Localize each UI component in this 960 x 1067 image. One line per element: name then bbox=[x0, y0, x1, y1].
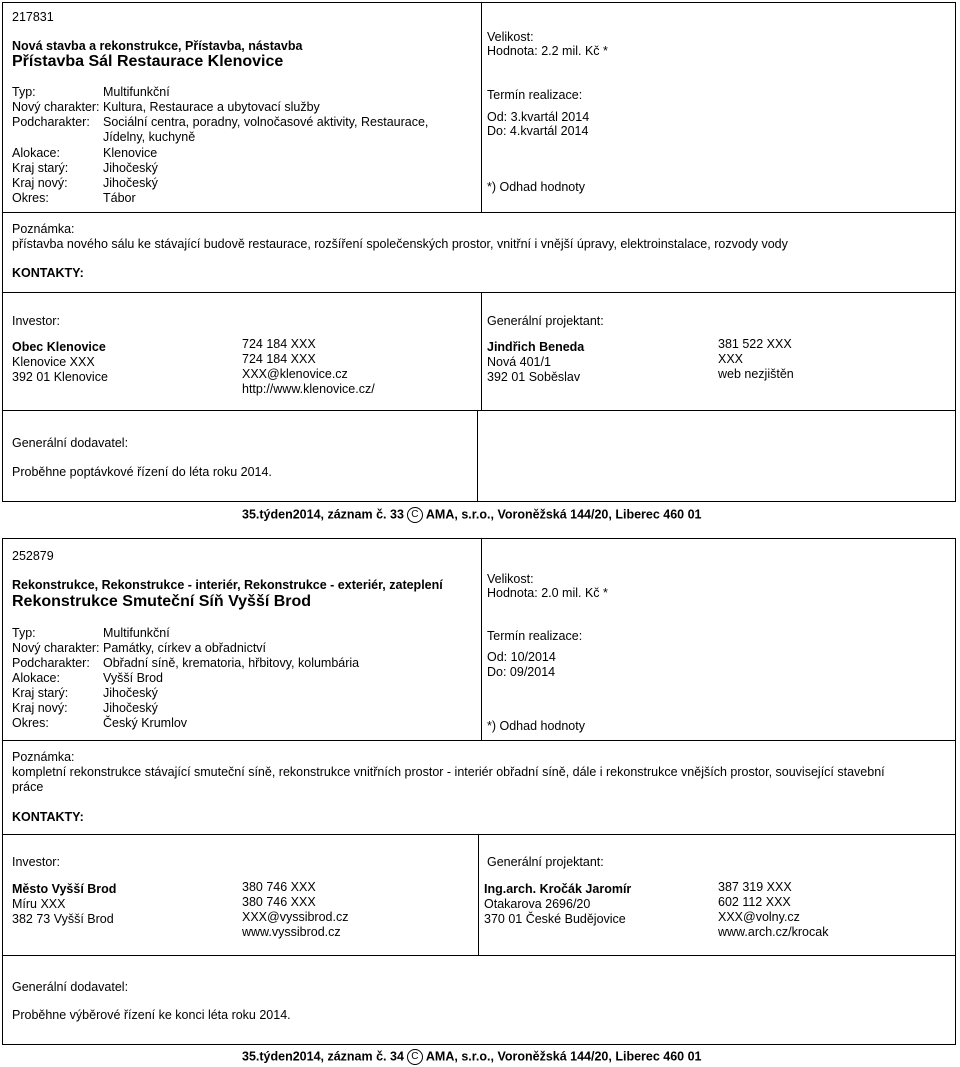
field-novy-value: Památky, církev a obřadnictví bbox=[103, 641, 267, 655]
termin-od: Od: 10/2014 bbox=[487, 650, 556, 664]
investor-name: Obec Klenovice bbox=[12, 340, 106, 354]
field-kraj-stary-value: Jihočeský bbox=[103, 161, 158, 175]
gd-text: Proběhne poptávkové řízení do léta roku 2014. bbox=[12, 465, 272, 479]
field-typ-value: Multifunkční bbox=[103, 626, 170, 640]
termin-label: Termín realizace: bbox=[487, 88, 583, 102]
record-1-divider-h1 bbox=[2, 212, 956, 213]
record-2-divider-h2 bbox=[2, 834, 956, 835]
record-1-divider-h2 bbox=[2, 292, 956, 293]
odhad-note: *) Odhad hodnoty bbox=[487, 180, 585, 194]
gp-email[interactable]: XXX@volny.cz bbox=[718, 910, 800, 924]
record-1-box bbox=[2, 2, 956, 502]
investor-phone-2: 724 184 XXX bbox=[242, 352, 316, 366]
gp-phone-1: 387 319 XXX bbox=[718, 880, 792, 894]
record-2-divider-h3 bbox=[2, 955, 956, 956]
record-title: Rekonstrukce Smuteční Síň Vyšší Brod bbox=[12, 593, 312, 610]
field-typ-label: Typ: bbox=[12, 626, 36, 640]
field-kraj-stary-value: Jihočeský bbox=[103, 686, 158, 700]
investor-phone-1: 380 746 XXX bbox=[242, 880, 316, 894]
investor-label: Investor: bbox=[12, 855, 60, 869]
termin-label: Termín realizace: bbox=[487, 629, 583, 643]
poznamka-text-2: práce bbox=[12, 780, 44, 794]
field-alokace-value: Klenovice bbox=[103, 146, 158, 160]
gp-phone-1: 381 522 XXX bbox=[718, 337, 792, 351]
copyright-icon: C bbox=[407, 507, 423, 523]
field-kraj-novy-value: Jihočeský bbox=[103, 176, 158, 190]
poznamka-text: přístavba nového sálu ke stávající budově restaurace, rozšíření společenských prostor, vnitřní i vnější úpravy, elektroinstalace, rozvody vody bbox=[12, 237, 788, 251]
termin-do: Do: 09/2014 bbox=[487, 665, 556, 679]
record-2-box bbox=[2, 538, 956, 1045]
field-novy-label: Nový charakter: bbox=[12, 100, 100, 114]
gp-address-2: 392 01 Soběslav bbox=[487, 370, 581, 384]
field-kraj-stary-label: Kraj starý: bbox=[12, 686, 69, 700]
gp-address-1: Otakarova 2696/20 bbox=[484, 897, 591, 911]
poznamka-label: Poznámka: bbox=[12, 750, 75, 764]
record-1-divider-vertical-contacts bbox=[481, 292, 482, 410]
odhad-note: *) Odhad hodnoty bbox=[487, 719, 585, 733]
investor-label: Investor: bbox=[12, 314, 60, 328]
footer-record-ref: 35.týden2014, záznam č. 34 bbox=[242, 1049, 404, 1064]
gp-name: Ing.arch. Kročák Jaromír bbox=[484, 882, 632, 896]
gp-web: web nezjištěn bbox=[718, 367, 794, 381]
gp-phone-2: XXX bbox=[718, 352, 744, 366]
gp-phone-2: 602 112 XXX bbox=[718, 895, 791, 909]
field-alokace-label: Alokace: bbox=[12, 671, 60, 685]
record-types: Rekonstrukce, Rekonstrukce - interiér, Rekonstrukce - exteriér, zateplení bbox=[12, 578, 443, 592]
kontakty-heading: KONTAKTY: bbox=[12, 810, 84, 824]
gp-name: Jindřich Beneda bbox=[487, 340, 585, 354]
gp-address-2: 370 01 České Budějovice bbox=[484, 912, 626, 926]
poznamka-text-1: kompletní rekonstrukce stávající smuteční síně, rekonstrukce vnitřních prostor - interiér obřadní síně, dále i rekonstrukce vnějších prostor, související stavební bbox=[12, 765, 885, 779]
investor-address-2: 382 73 Vyšší Brod bbox=[12, 912, 114, 926]
field-okres-label: Okres: bbox=[12, 191, 49, 205]
field-pod-value-1: Sociální centra, poradny, volnočasové aktivity, Restaurace, bbox=[103, 115, 429, 129]
velikost-label: Velikost: bbox=[487, 572, 534, 586]
field-pod-label: Podcharakter: bbox=[12, 115, 90, 129]
record-2-footer bbox=[242, 1049, 702, 1065]
record-1-divider-vertical-gd bbox=[477, 410, 478, 502]
field-okres-value: Český Krumlov bbox=[103, 716, 188, 730]
hodnota-value: Hodnota: 2.2 mil. Kč * bbox=[487, 44, 608, 58]
field-novy-label: Nový charakter: bbox=[12, 641, 100, 655]
gd-label: Generální dodavatel: bbox=[12, 980, 129, 994]
field-pod-value-2: Jídelny, kuchyně bbox=[103, 130, 196, 144]
investor-phone-2: 380 746 XXX bbox=[242, 895, 316, 909]
field-alokace-value: Vyšší Brod bbox=[103, 671, 163, 685]
hodnota-value: Hodnota: 2.0 mil. Kč * bbox=[487, 586, 608, 600]
record-types: Nová stavba a rekonstrukce, Přístavba, nástavba bbox=[12, 39, 303, 53]
investor-address-2: 392 01 Klenovice bbox=[12, 370, 108, 384]
field-okres-label: Okres: bbox=[12, 716, 49, 730]
investor-web[interactable]: www.vyssibrod.cz bbox=[242, 925, 341, 939]
investor-address-1: Míru XXX bbox=[12, 897, 66, 911]
field-kraj-novy-label: Kraj nový: bbox=[12, 176, 68, 190]
investor-email[interactable]: XXX@vyssibrod.cz bbox=[242, 910, 349, 924]
poznamka-label: Poznámka: bbox=[12, 222, 75, 236]
gd-text: Proběhne výběrové řízení ke konci léta roku 2014. bbox=[12, 1008, 291, 1022]
record-1-divider-h3 bbox=[2, 410, 956, 411]
copyright-icon: C bbox=[407, 1049, 423, 1065]
investor-address-1: Klenovice XXX bbox=[12, 355, 95, 369]
field-pod-label: Podcharakter: bbox=[12, 656, 90, 670]
kontakty-heading: KONTAKTY: bbox=[12, 266, 84, 280]
footer-company: AMA, s.r.o., Voroněžská 144/20, Liberec 460 01 bbox=[425, 507, 702, 522]
field-typ-label: Typ: bbox=[12, 85, 36, 99]
field-kraj-stary-label: Kraj starý: bbox=[12, 161, 69, 175]
investor-email[interactable]: XXX@klenovice.cz bbox=[242, 367, 348, 381]
field-kraj-novy-label: Kraj nový: bbox=[12, 701, 68, 715]
field-kraj-novy-value: Jihočeský bbox=[103, 701, 158, 715]
gp-web[interactable]: www.arch.cz/krocak bbox=[718, 925, 829, 939]
record-1-footer bbox=[242, 507, 702, 523]
gp-label: Generální projektant: bbox=[487, 855, 604, 869]
gp-address-1: Nová 401/1 bbox=[487, 355, 551, 369]
record-2-divider-vertical-top bbox=[481, 538, 482, 740]
record-1-divider-vertical-top bbox=[481, 2, 482, 212]
investor-phone-1: 724 184 XXX bbox=[242, 337, 316, 351]
field-novy-value: Kultura, Restaurace a ubytovací služby bbox=[103, 100, 320, 114]
gd-label: Generální dodavatel: bbox=[12, 436, 129, 450]
velikost-label: Velikost: bbox=[487, 30, 534, 44]
termin-od: Od: 3.kvartál 2014 bbox=[487, 110, 590, 124]
footer-record-ref: 35.týden2014, záznam č. 33 bbox=[242, 507, 404, 522]
footer-company: AMA, s.r.o., Voroněžská 144/20, Liberec 460 01 bbox=[425, 1049, 702, 1064]
gp-label: Generální projektant: bbox=[487, 314, 604, 328]
record-2-divider-vertical-contacts bbox=[478, 834, 479, 955]
investor-web[interactable]: http://www.klenovice.cz/ bbox=[242, 382, 375, 396]
termin-do: Do: 4.kvartál 2014 bbox=[487, 124, 589, 138]
field-pod-value-1: Obřadní síně, krematoria, hřbitovy, kolumbária bbox=[103, 656, 360, 670]
record-title: Přístavba Sál Restaurace Klenovice bbox=[12, 53, 284, 70]
field-typ-value: Multifunkční bbox=[103, 85, 170, 99]
record-2-divider-h1 bbox=[2, 740, 956, 741]
record-id: 217831 bbox=[12, 10, 54, 24]
investor-name: Město Vyšší Brod bbox=[12, 882, 117, 896]
record-id: 252879 bbox=[12, 549, 54, 563]
field-okres-value: Tábor bbox=[103, 191, 136, 205]
field-alokace-label: Alokace: bbox=[12, 146, 60, 160]
